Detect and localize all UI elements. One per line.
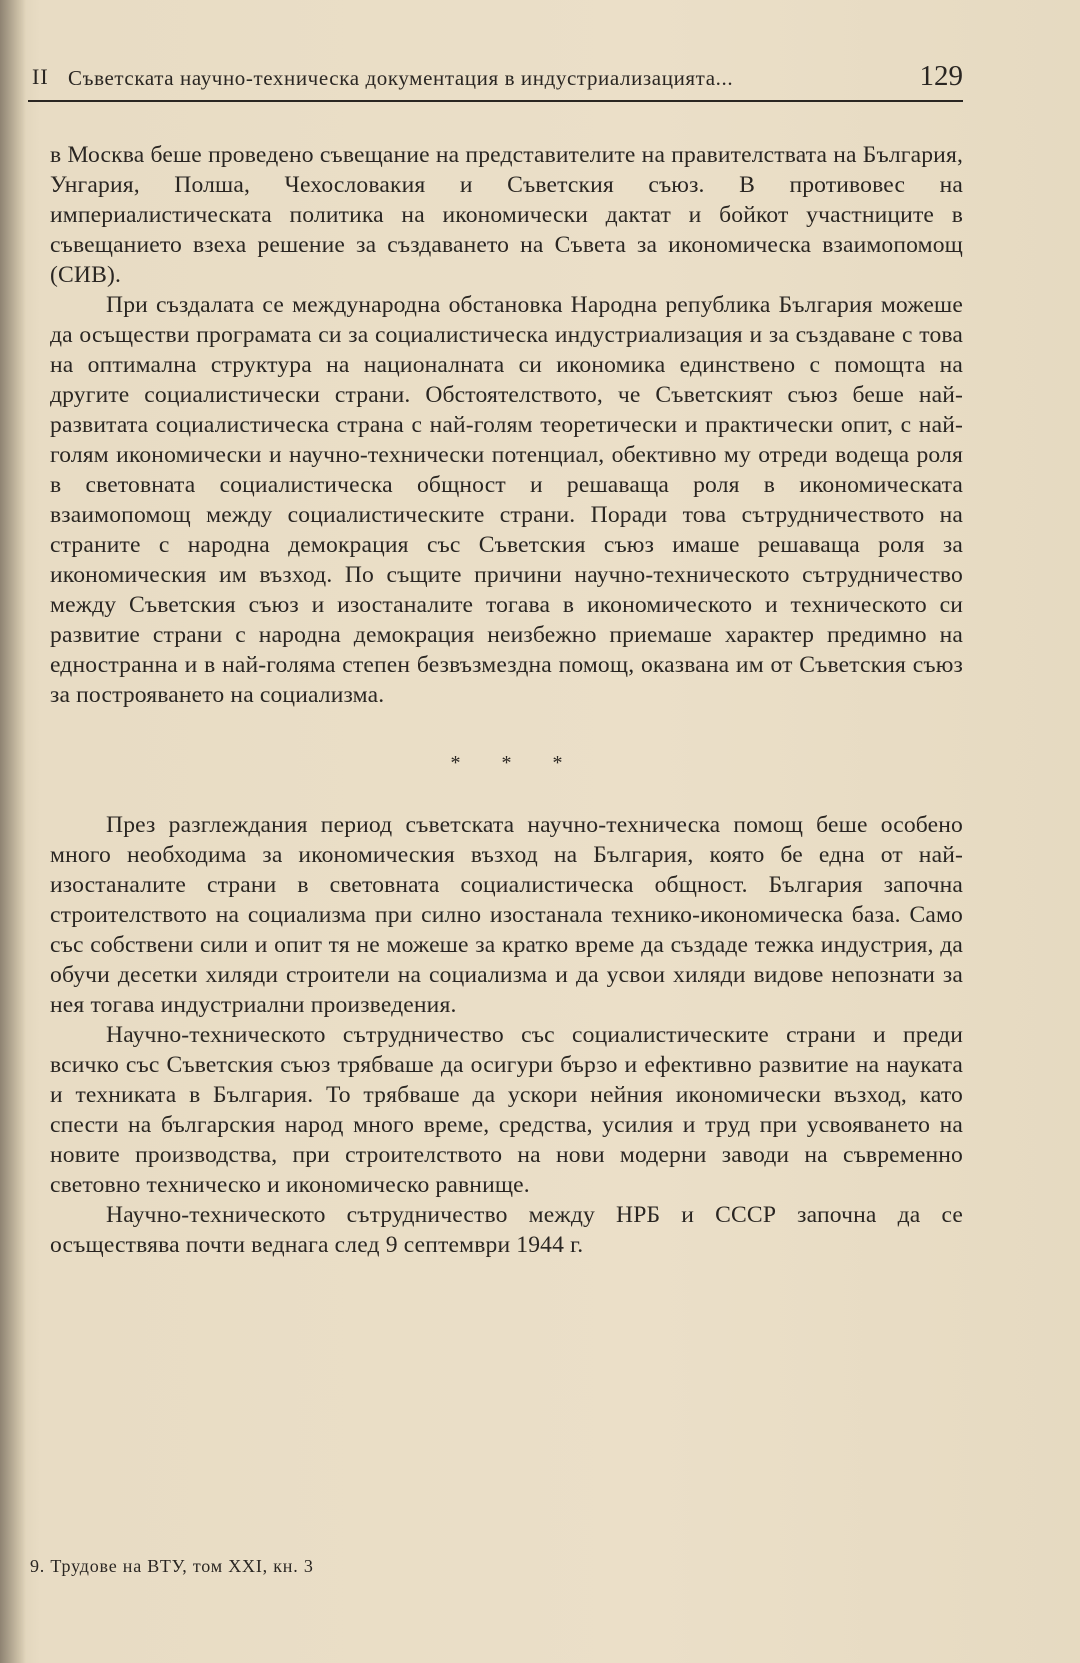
paragraph: Научно-техническото сътрудничество със социалистическите страни и преди всичко със Съветския съюз трябваше да осигури бързо и ефективно развитие на науката и техниката в България. То трябваше да ускори нейния икономически възход, като спести на българския народ много време, средства, усилия и труд при усвояването на новите производства, при строителството на нови модерни заводи на съвременно световно техническо и икономическо равнище.: [50, 1022, 963, 1198]
signature-mark: 9. Трудове на ВТУ, том XXI, кн. 3: [30, 1556, 314, 1576]
body-text: [50, 140, 963, 1260]
paragraph: При създалата се международна обстановка Народна република България можеше да осъществи програмата си за социалистическа индустриализация и за създаване с това на оптимална структура на националната си икономика единствено с помощта на другите социалистически страни. Обстоятелството, че Съветският съюз беше най-развитата социалистическа страна с най-голям теоретически и практически опит, с най-голям икономически и научно-технически потенциал, обективно му отреди водеща роля в световната социалистическа общност и решаваща роля в икономическата взаимопомощ между социалистическите страни. Поради това сътрудничеството на страните с народна демокрация със Съветския съюз имаше решаваща роля за икономическия им възход. По същите причини научно-техническото сътрудничество между Съветския съюз и изостаналите тогава в икономическото и техническото си развитие страни с народна демокрация неизбежно приемаше характер предимно на едностранна и в най-голяма степен безвъзмездна помощ, оказвана им от Съветския съюз за построяването на социализма.: [50, 292, 963, 708]
running-title: Съветската научно-техническа документация в индустриализацията...: [68, 66, 734, 90]
section-separator: * * *: [450, 752, 581, 774]
header-rule: [28, 100, 963, 102]
paragraph: През разглеждания период съветската научно-техническа помощ беше особено много необходима за икономическия възход на България, която бе една от най-изостаналите страни в световната социалистическа общност. България започна строителството на социализма при силно изостанала технико-икономическа база. Само със собствени сили и опит тя не можеше за кратко време да създаде тежка индустрия, да обучи десетки хиляди строители на социализма и да усвои хиляди видове непознати за нея тогава индустриални произведения.: [50, 812, 963, 1018]
paragraph: в Москва беше проведено съвещание на представителите на правителствата на България, Унгария, Полша, Чехословакия и Съветския съюз. В противовес на империалистическата политика на икономически дактат и бойкот участниците в съвещанието взеха решение за създаването на Съвета за икономическа взаимопомощ (СИВ).: [50, 142, 963, 288]
page-number: 129: [919, 60, 963, 92]
book-spine-shadow: [0, 0, 26, 1663]
paragraph: Научно-техническото сътрудничество между НРБ и СССР започна да се осъществява почти веднага след 9 септември 1944 г.: [50, 1202, 963, 1258]
running-header: [28, 58, 963, 102]
chapter-number: II: [32, 64, 49, 89]
